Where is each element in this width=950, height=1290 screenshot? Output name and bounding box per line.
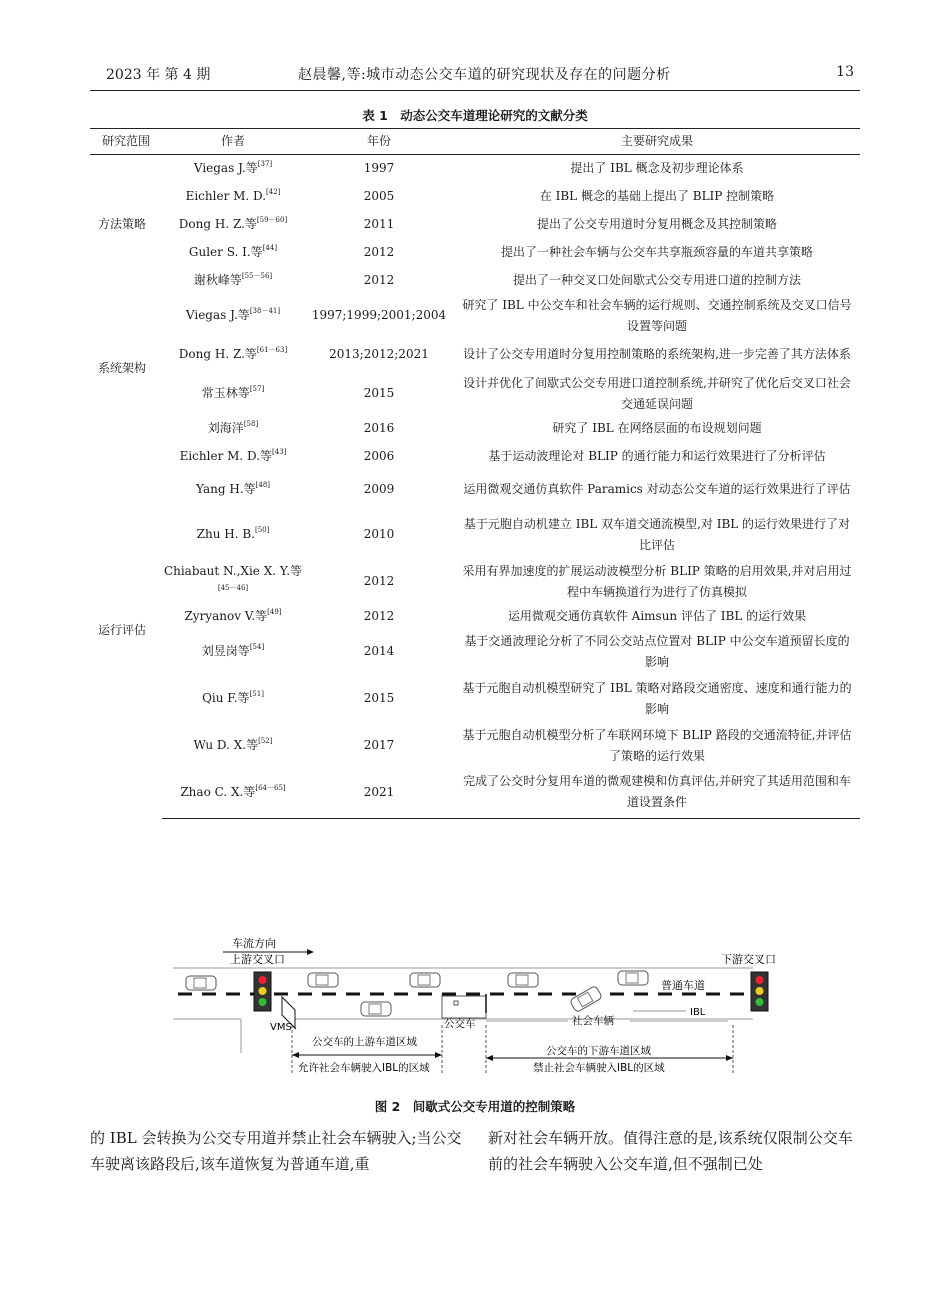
author-cell: [162, 725, 304, 767]
table-row: [90, 471, 860, 509]
author-cell: [162, 603, 304, 631]
citation-ref: [58]: [243, 420, 259, 428]
flow-arrow-head: [307, 949, 314, 955]
result-cell: 完成了公交时分复用车道的微观建模和仿真评估,并研究了其适用范围和车道设置条件: [454, 767, 860, 819]
table-row: [90, 337, 860, 373]
year-cell: 2013;2012;2021: [329, 347, 429, 361]
car-icon: [361, 1002, 391, 1016]
citation-ref: [55－56]: [241, 272, 273, 280]
year-cell: 2012: [363, 609, 395, 623]
body-text-left-column: 的 IBL 会转换为公交专用道并禁止社会车辆驶入;当公交车驶离该路段后,该车道恢复为普通车道,重: [90, 1129, 462, 1173]
author-name: Dong H. Z.等: [178, 347, 257, 361]
author-cell: [162, 211, 304, 239]
table-row: [90, 295, 860, 337]
table-row: [90, 725, 860, 767]
author-cell: [162, 631, 304, 673]
citation-ref: [54]: [249, 643, 265, 651]
citation-ref: [59－60]: [256, 216, 288, 224]
changing-lane-car-icon: [570, 985, 603, 1012]
table-row: [90, 509, 860, 561]
downstream-zone-label: 公交车的下游车道区域: [546, 1045, 651, 1057]
upstream-intersection-label: 上游交叉口: [230, 953, 285, 966]
table-row: [90, 211, 860, 239]
author-cell: [162, 337, 304, 373]
author-name: 谢秋峰等: [193, 273, 242, 287]
table-row: [90, 267, 860, 295]
category-cell: 系统架构: [98, 361, 147, 375]
ibl-control-strategy-figure: [168, 935, 788, 1080]
citation-ref: [44]: [262, 244, 278, 252]
column-header-result: 主要研究成果: [454, 129, 860, 155]
author-cell: [162, 267, 304, 295]
author-name: Zhu H. B.: [196, 527, 255, 541]
general-lane-label: 普通车道: [661, 979, 705, 992]
citation-ref: [49]: [267, 608, 282, 616]
result-cell: 基于元胞自动机模型研究了 IBL 策略对路段交通密度、速度和通行能力的影响: [462, 680, 852, 716]
citation-ref: [64－65]: [255, 783, 286, 792]
citation-ref: [61－63]: [256, 346, 288, 354]
table-row: [90, 155, 860, 183]
year-cell: 2021: [304, 767, 454, 819]
citation-ref: [50]: [254, 526, 270, 534]
result-cell: 运用微观交通仿真软件 Aimsun 评估了 IBL 的运行效果: [507, 609, 807, 623]
result-cell: 基于元胞自动机建立 IBL 双车道交通流模型,对 IBL 的运行效果进行了对比评估: [463, 516, 851, 552]
year-cell: 2015: [363, 386, 395, 400]
result-cell: 采用有界加速度的扩展运动波模型分析 BLIP 策略的启用效果,并对启用过程中车辆换道行为进行了仿真模拟: [462, 563, 852, 599]
bus-label: 公交车: [444, 1018, 476, 1030]
table-row: [90, 373, 860, 415]
author-name: Guler S. I.等: [188, 245, 263, 259]
downstream-traffic-light: [751, 972, 768, 1011]
author-cell: [162, 373, 304, 415]
table-row: [90, 183, 860, 211]
table-caption: 表 1 动态公交车道理论研究的文献分类: [362, 108, 588, 123]
car-icon: [186, 976, 216, 990]
table-row: [90, 767, 860, 819]
year-cell: 2012: [363, 273, 395, 287]
year-cell: 1997;1999;2001;2004: [311, 308, 447, 322]
author-cell: [162, 561, 304, 603]
table-row: [90, 239, 860, 267]
year-cell: 2005: [363, 189, 395, 203]
author-name: 常玉林等: [201, 386, 250, 400]
result-cell: 基于元胞自动机模型分析了车联网环境下 BLIP 路段的交通流特征,并评估了策略的运行效果: [462, 727, 852, 763]
year-cell: 2009: [363, 482, 395, 496]
author-cell: [162, 239, 304, 267]
upstream-zone-label: 公交车的上游车道区域: [312, 1036, 417, 1048]
downstream-intersection-label: 下游交叉口: [721, 953, 776, 966]
year-cell: 1997: [363, 161, 395, 176]
result-cell: 研究了 IBL 中公交车和社会车辆的运行规则、交通控制系统及交叉口信号设置等问题: [462, 297, 852, 333]
car-icon: [410, 973, 440, 987]
author-name: Eichler M. D.等: [179, 449, 273, 463]
category-cell: 运行评估: [98, 623, 147, 637]
flow-direction-label: 车流方向: [232, 937, 276, 950]
result-cell: 基于交通波理论分析了不同公交站点位置对 BLIP 中公交车道预留长度的影响: [464, 633, 850, 669]
result-cell: 基于运动波理论对 BLIP 的通行能力和运行效果进行了分析评估: [488, 449, 826, 463]
table-row: [90, 415, 860, 443]
table-header-row: [90, 129, 860, 155]
author-name: Viegas J.等: [193, 161, 258, 176]
year-cell: 2012: [363, 245, 395, 259]
year-cell: 2011: [363, 217, 395, 231]
year-cell: 2012: [363, 574, 395, 588]
result-cell: 在 IBL 概念的基础上提出了 BLIP 控制策略: [539, 189, 775, 203]
forbid-zone-label: 禁止社会车辆驶入IBL的区域: [533, 1062, 665, 1074]
table-row: [90, 561, 860, 603]
result-cell: 设计了公交专用道时分复用控制策略的系统架构,进一步完善了其方法体系: [463, 347, 851, 361]
table-row: [90, 603, 860, 631]
citation-ref: [48]: [255, 481, 271, 489]
arrow-head: [726, 1055, 733, 1061]
result-cell: 研究了 IBL 在网络层面的布设规划问题: [552, 421, 762, 435]
citation-ref: [37]: [257, 160, 273, 169]
bus-icon: [442, 996, 486, 1018]
upstream-traffic-light: [254, 972, 271, 1011]
allow-zone-label: 允许社会车辆驶入IBL的区域: [298, 1062, 430, 1074]
author-name: Viegas J.等: [185, 308, 250, 322]
car-icon: [618, 971, 648, 985]
arrow-head: [486, 1055, 493, 1061]
ibl-label: IBL: [690, 1007, 706, 1018]
author-name: Zyryanov V.等: [184, 609, 268, 623]
result-cell: 设计并优化了间歇式公交专用进口道控制系统,并研究了优化后交叉口社会交通延误问题: [463, 375, 851, 411]
page-number: 13: [836, 64, 854, 80]
table-row: [90, 673, 860, 725]
table-body: [90, 155, 860, 819]
article-running-title: 赵晨馨,等:城市动态公交车道的研究现状及存在的问题分析: [298, 67, 671, 83]
author-cell: [162, 673, 304, 725]
year-cell: 2017: [363, 738, 395, 752]
issue-label: 2023 年 第 4 期: [106, 67, 211, 83]
social-vehicle-label: 社会车辆: [572, 1015, 614, 1027]
figure-caption: 图 2 间歇式公交专用道的控制策略: [374, 1099, 576, 1114]
author-name: 刘海洋: [207, 421, 244, 435]
author-cell: [162, 443, 304, 471]
table-row: [90, 631, 860, 673]
citation-ref: [43]: [272, 448, 287, 456]
vms-label: VMS: [270, 1022, 292, 1033]
column-header-scope: 研究范围: [90, 129, 162, 155]
header-rule: [90, 90, 860, 91]
author-cell: [162, 509, 304, 561]
year-cell: 2006: [363, 449, 395, 463]
arrow-head: [435, 1052, 442, 1058]
author-cell: [162, 471, 304, 509]
result-cell: 提出了一种社会车辆与公交车共享瓶颈容量的车道共享策略: [500, 245, 813, 259]
citation-ref: [51]: [249, 690, 264, 698]
car-icon: [308, 973, 338, 987]
citation-ref: [38－41]: [249, 307, 281, 315]
citation-ref: [42]: [266, 188, 281, 196]
author-name: Qiu F.等: [202, 691, 250, 705]
author-cell: [162, 295, 304, 337]
result-cell: 运用微观交通仿真软件 Paramics 对动态公交车道的运行效果进行了评估: [463, 482, 851, 496]
running-header: [90, 64, 860, 86]
author-name: Dong H. Z.等: [178, 217, 257, 231]
body-text-right-column: 新对社会车辆开放。值得注意的是,该系统仅限制公交车前的社会车辆驶入公交车道,但不强制已处: [488, 1129, 853, 1173]
result-cell: 提出了一种交叉口处间歇式公交专用进口道的控制方法: [512, 273, 801, 287]
car-icon: [508, 973, 538, 987]
year-cell: 2014: [363, 644, 395, 658]
citation-ref: [57]: [249, 385, 265, 393]
citation-ref: [52]: [258, 737, 273, 745]
column-header-author: 作者: [162, 129, 304, 155]
category-cell: 方法策略: [98, 217, 147, 232]
arrow-head: [292, 1052, 299, 1058]
result-cell: 提出了公交专用道时分复用概念及其控制策略: [536, 217, 777, 231]
column-header-year: 年份: [304, 129, 454, 155]
author-name: Wu D. X.等: [193, 738, 259, 752]
author-name: Eichler M. D.: [185, 189, 267, 203]
year-cell: 2010: [363, 527, 395, 541]
year-cell: 2016: [363, 421, 395, 435]
table-row: [90, 443, 860, 471]
author-name: Chiabaut N.,Xie X. Y.等: [163, 563, 303, 578]
citation-ref: [45－46]: [217, 583, 249, 592]
author-name: Zhao C. X.等: [180, 784, 256, 799]
year-cell: 2015: [363, 691, 395, 705]
author-name: 刘昱岗等: [201, 644, 250, 658]
result-cell: 提出了 IBL 概念及初步理论体系: [570, 161, 744, 176]
literature-table: [90, 128, 860, 819]
author-cell: [162, 183, 304, 211]
author-cell: [162, 155, 304, 183]
author-cell: [162, 415, 304, 443]
author-name: Yang H.等: [195, 482, 256, 496]
author-cell: [162, 767, 304, 819]
